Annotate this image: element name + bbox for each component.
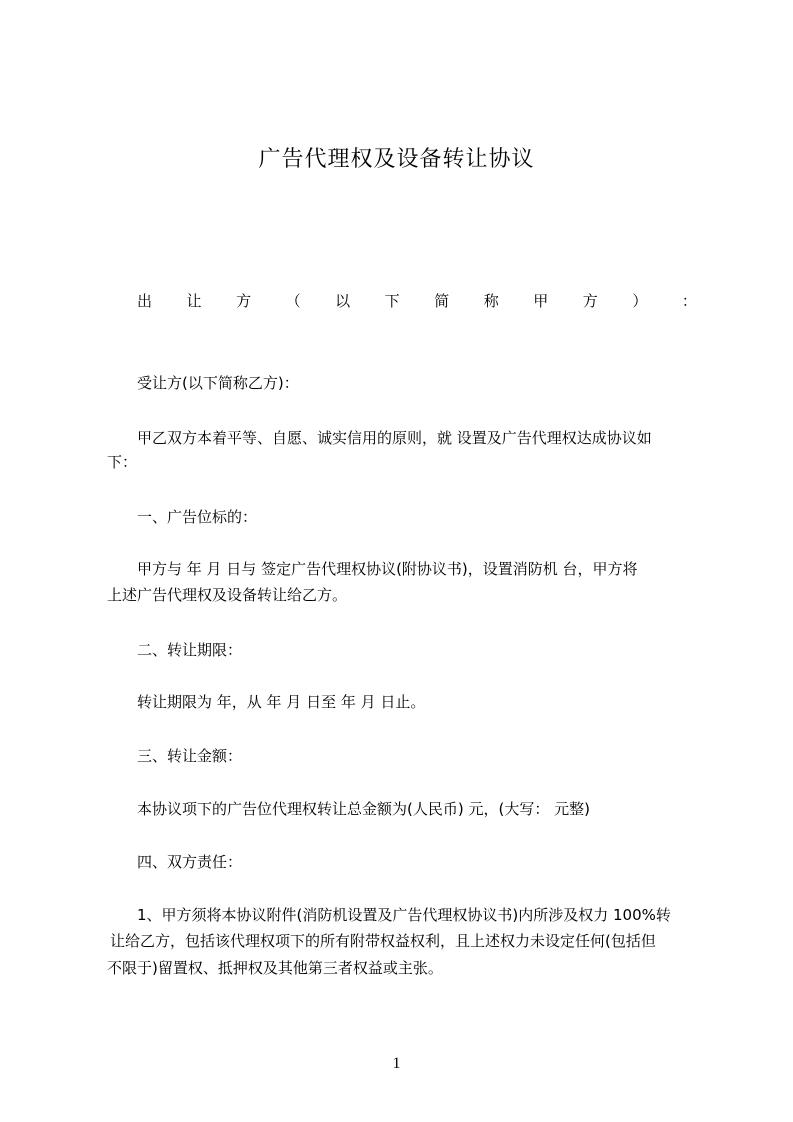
- transferor-line: [137, 290, 697, 311]
- transferor-char: ）: [632, 292, 648, 310]
- section-2-heading: 二、转让期限：: [137, 641, 243, 659]
- section-4-item-1-line-1: 1、甲方须将本协议附件(消防机设置及广告代理权协议书)内所涉及权力 100%转: [137, 906, 671, 924]
- section-1-line-1: 甲方与 年 月 日与 签定广告代理权协议(附协议书)，设置消防机 台，甲方将: [137, 560, 638, 578]
- transferor-char: 出: [137, 292, 153, 310]
- document-title: 广告代理权及设备转让协议: [258, 147, 535, 172]
- section-1-heading: 一、广告位标的：: [137, 508, 258, 526]
- section-3-heading: 三、转让金额：: [137, 747, 243, 765]
- transferee-line: 受让方(以下简称乙方)：: [137, 374, 299, 392]
- section-4-item-1-line-2: 让给乙方，包括该代理权项下的所有附带权益权利，且上述权力未设定任何(包括但: [110, 932, 656, 950]
- transferor-char: ：: [681, 292, 697, 310]
- section-1-line-2: 上述广告代理权及设备转让给乙方。: [107, 586, 348, 604]
- section-4-heading: 四、双方责任：: [137, 853, 243, 871]
- intro-line-2: 下：: [107, 453, 138, 471]
- transferor-char: （: [285, 292, 301, 310]
- section-4-item-1-line-3: 不限于)留置权、抵押权及其他第三者权益或主张。: [107, 959, 443, 977]
- transferor-char: 下: [384, 292, 400, 310]
- transferor-char: 简: [434, 292, 450, 310]
- transferor-char: 方: [582, 292, 598, 310]
- section-3-line-1: 本协议项下的广告位代理权转让总金额为(人民币) 元，(大写： 元整): [137, 800, 590, 818]
- transferor-char: 称: [483, 292, 499, 310]
- transferor-char: 甲: [533, 292, 549, 310]
- transferor-char: 方: [236, 292, 252, 310]
- section-2-line-1: 转让期限为 年，从 年 月 日至 年 月 日止。: [137, 693, 426, 711]
- page-number: 1: [392, 1055, 401, 1072]
- intro-line-1: 甲乙双方本着平等、自愿、诚实信用的原则，就 设置及广告代理权达成协议如: [137, 429, 652, 447]
- transferor-char: 让: [186, 292, 202, 310]
- transferor-char: 以: [335, 292, 351, 310]
